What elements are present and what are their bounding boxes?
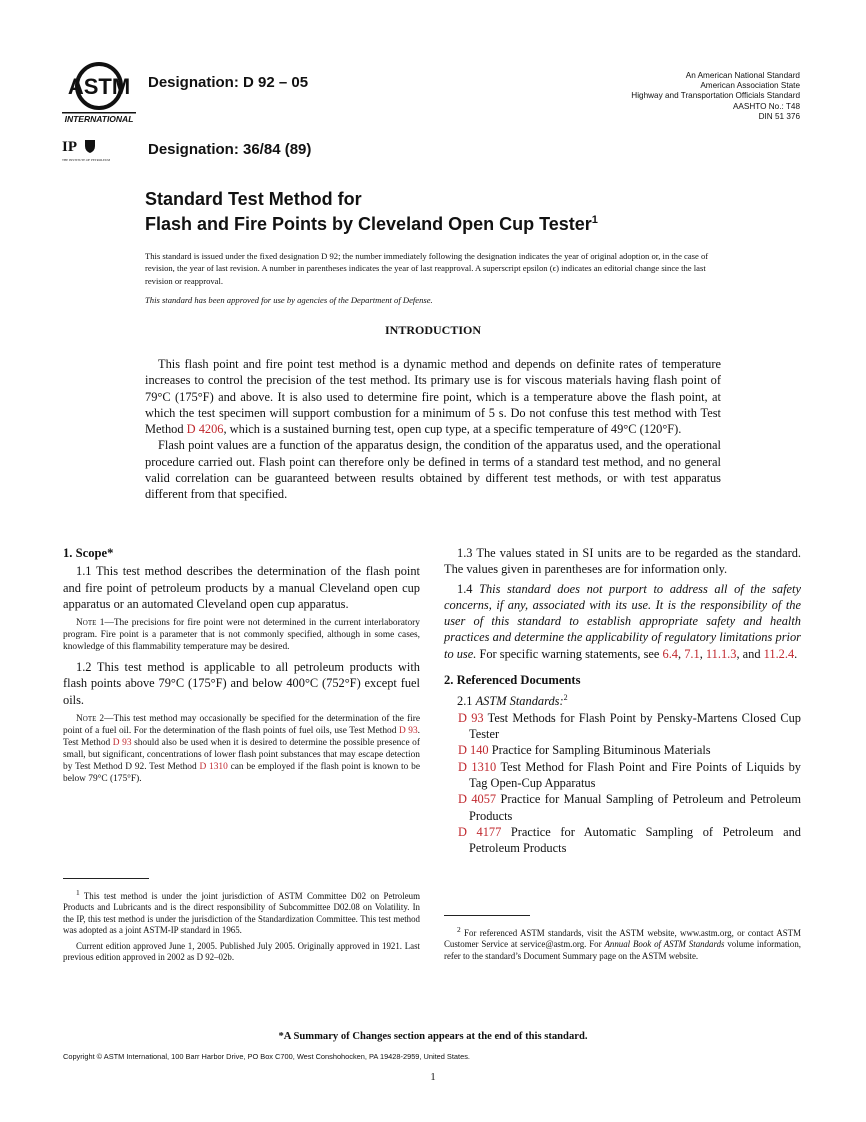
svg-text:ASTM: ASTM [67, 74, 131, 99]
page-number: 1 [430, 1072, 436, 1083]
standard-line: Highway and Transportation Officials Standard [631, 91, 800, 101]
approval-note: This standard has been approved for use by agencies of the Department of Defense. [145, 295, 433, 305]
astm-logo-text: INTERNATIONAL [64, 114, 134, 124]
standard-line: An American National Standard [685, 71, 800, 80]
document-title [145, 189, 598, 235]
intro-paragraph: Flash point values are a function of the apparatus design, the condition of the apparatus used, and the operational procedure carried out. Flash point can therefore only be defined in terms of a standard test method, and no general valid correlation can be guaranteed between results obtained by different test methods, or with test apparatus different from that specified. [145, 438, 721, 502]
introduction-body [145, 356, 721, 503]
footnote-1-edition: Current edition approved June 1, 2005. Published July 2005. Originally approved in 1921. Last previous edition approved in 2002 as D 92–02b. [63, 940, 420, 962]
link-d4206[interactable]: D 4206 [186, 422, 224, 437]
link-section-11-2-4[interactable]: 11.2.4 [763, 646, 795, 661]
reference-item: D 1310 Test Method for Flash Point and Fire Points of Liquids by Tag Open-Cup Apparatus [458, 759, 801, 790]
link-section-11-1-3[interactable]: 11.1.3 [705, 646, 737, 661]
reference-code[interactable]: D 4057 [458, 792, 497, 807]
astm-logo [62, 62, 136, 124]
designation-secondary: Designation: 36/84 (89) [148, 141, 312, 158]
title-footnote-mark: 1 [591, 214, 598, 226]
scope-1-1: 1.1 This test method describes the determination of the flash point and fire point of petroleum products by a manual Cleveland open cup apparatus or an automated Cleveland open cup apparatus. [63, 564, 420, 611]
standard-line: DIN 51 376 [758, 111, 800, 121]
footnote-2-block [444, 915, 801, 962]
intro-paragraph: This flash point and fire point test method is a dynamic method and depends on definite rates of temperature increases to control the precision of the test method. Its primary use is for viscous materials having flash point of 79°C (175°F) and above. It is also used to determine fire point, which is a temperature above the flash point, at which the test specimen will support combustion for a minimum of 5 s. Do not confuse this test method with Test Method D 4206, which is a sustained burning test, open cup type, at a specific temperature of 49°C (120°F). [145, 357, 721, 437]
copyright-line: Copyright © ASTM International, 100 Barr Harbor Drive, PO Box C700, West Conshohocken, PA 19428-2959, United States. [63, 1052, 470, 1061]
link-d93[interactable]: D 93 [112, 738, 132, 749]
footnote-2: $^2$ For referenced ASTM standards, visit the ASTM website, www.astm.org, or contact ASTM Customer Service at service@astm.org. For Annual Book of ASTM Standards volume information, refer to the standard’s Document Summary page on the ASTM website. [444, 925, 801, 961]
footnote-rule [444, 915, 530, 916]
title-line-1: Standard Test Method for [145, 189, 362, 209]
link-section-7-1[interactable]: 7.1 [684, 646, 700, 661]
reference-item: D 4057 Practice for Manual Sampling of Petroleum and Petroleum Products [458, 792, 801, 823]
standard-line: American Association State [700, 81, 800, 91]
reference-code[interactable]: D 4177 [458, 824, 502, 839]
reference-code[interactable]: D 93 [458, 710, 484, 725]
left-column [63, 545, 420, 791]
note-2: Note 2—This test method may occasionally be specified for the determination of the fire point of a fuel oil. For the determination of the flash points of fuel oils, use Test Method D 93. Test Method D 93 should also be used when it is desired to determine the possible presence of small, but significant, concentrations of lower flash point substances that may escape detection by Test Method D 92. Test Method D 1310 can be employed if the flash point is known to be below 79°C (175°F). [63, 714, 420, 785]
astm-standards-subheading: 2.1 ASTM Standards:$^2$ [457, 693, 568, 709]
scope-1-4: 1.4 This standard does not purport to address all of the safety concerns, if any, associated with its use. It is the responsibility of the user of this standard to establish appropriate safety and health practices and determine the applicability of regulatory limitations prior to use. For specific warning statements, see 6.4, 7.1, 11.1.3, and 11.2.4. [444, 581, 801, 661]
right-column [444, 545, 801, 856]
reference-item: D 93 Test Methods for Flash Point by Pensky-Martens Closed Cup Tester [458, 710, 802, 742]
standard-line: AASHTO No.: T48 [732, 101, 800, 111]
scope-1-3: 1.3 The values stated in SI units are to be regarded as the standard. The values given in parentheses are for information only. [444, 546, 801, 577]
scope-heading: 1. Scope* [63, 546, 114, 560]
note-1: Note 1—The precisions for fire point were not determined in the current interlaboratory program. Fire point is a parameter that is not commonly specified, although in some cases, knowledge of this flammability temperature may be desired. [63, 618, 420, 653]
designation-primary: Designation: D 92 – 05 [148, 74, 309, 91]
scope-1-2: 1.2 This test method is applicable to all petroleum products with flash points above 79°C (175°F) and below 400°C (752°F) except fuel oils. [63, 660, 420, 707]
link-d1310[interactable]: D 1310 [199, 762, 228, 773]
title-line-2: Flash and Fire Points by Cleveland Open Cup Tester [145, 214, 592, 234]
reference-item: D 140 Practice for Sampling Bituminous Materials [458, 743, 711, 758]
introduction-heading: INTRODUCTION [384, 323, 481, 337]
summary-of-changes-note: *A Summary of Changes section appears at the end of this standard. [278, 1031, 588, 1042]
reference-code[interactable]: D 140 [458, 743, 489, 758]
referenced-documents-heading: 2. Referenced Documents [444, 673, 581, 688]
standards-list [631, 71, 800, 122]
ip-logo-subtext: THE INSTITUTE OF PETROLEUM [62, 158, 111, 162]
ip-logo-text: IP [62, 139, 77, 155]
footnote-1-block [63, 878, 420, 963]
reference-code[interactable]: D 1310 [458, 759, 497, 774]
reference-item: D 4177 Practice for Automatic Sampling of Petroleum and Petroleum Products [458, 824, 801, 856]
footnote-rule [63, 878, 149, 879]
link-section-6-4[interactable]: 6.4 [662, 646, 679, 661]
issuance-notice: This standard is issued under the fixed designation D 92; the number immediately following the designation indicates the year of original adoption or, in the case of revision, the year of last revision. A number in parentheses indicates the year of last reapproval. A superscript epsilon (ϵ) indicates an editorial change since the last revision or reapproval. [145, 251, 709, 286]
link-d93[interactable]: D 93 [398, 726, 418, 737]
footnote-1: $^1$ This test method is under the joint jurisdiction of ASTM Committee D02 on Petroleum Products and Lubricants and is the direct responsibility of Subcommittee D02.08 on Volatility. In the IP, this test method is under the jurisdiction of the Standardization Committee. This test method was adopted as a joint ASTM-IP standard in 1965. [63, 888, 420, 936]
ip-logo [62, 137, 111, 171]
